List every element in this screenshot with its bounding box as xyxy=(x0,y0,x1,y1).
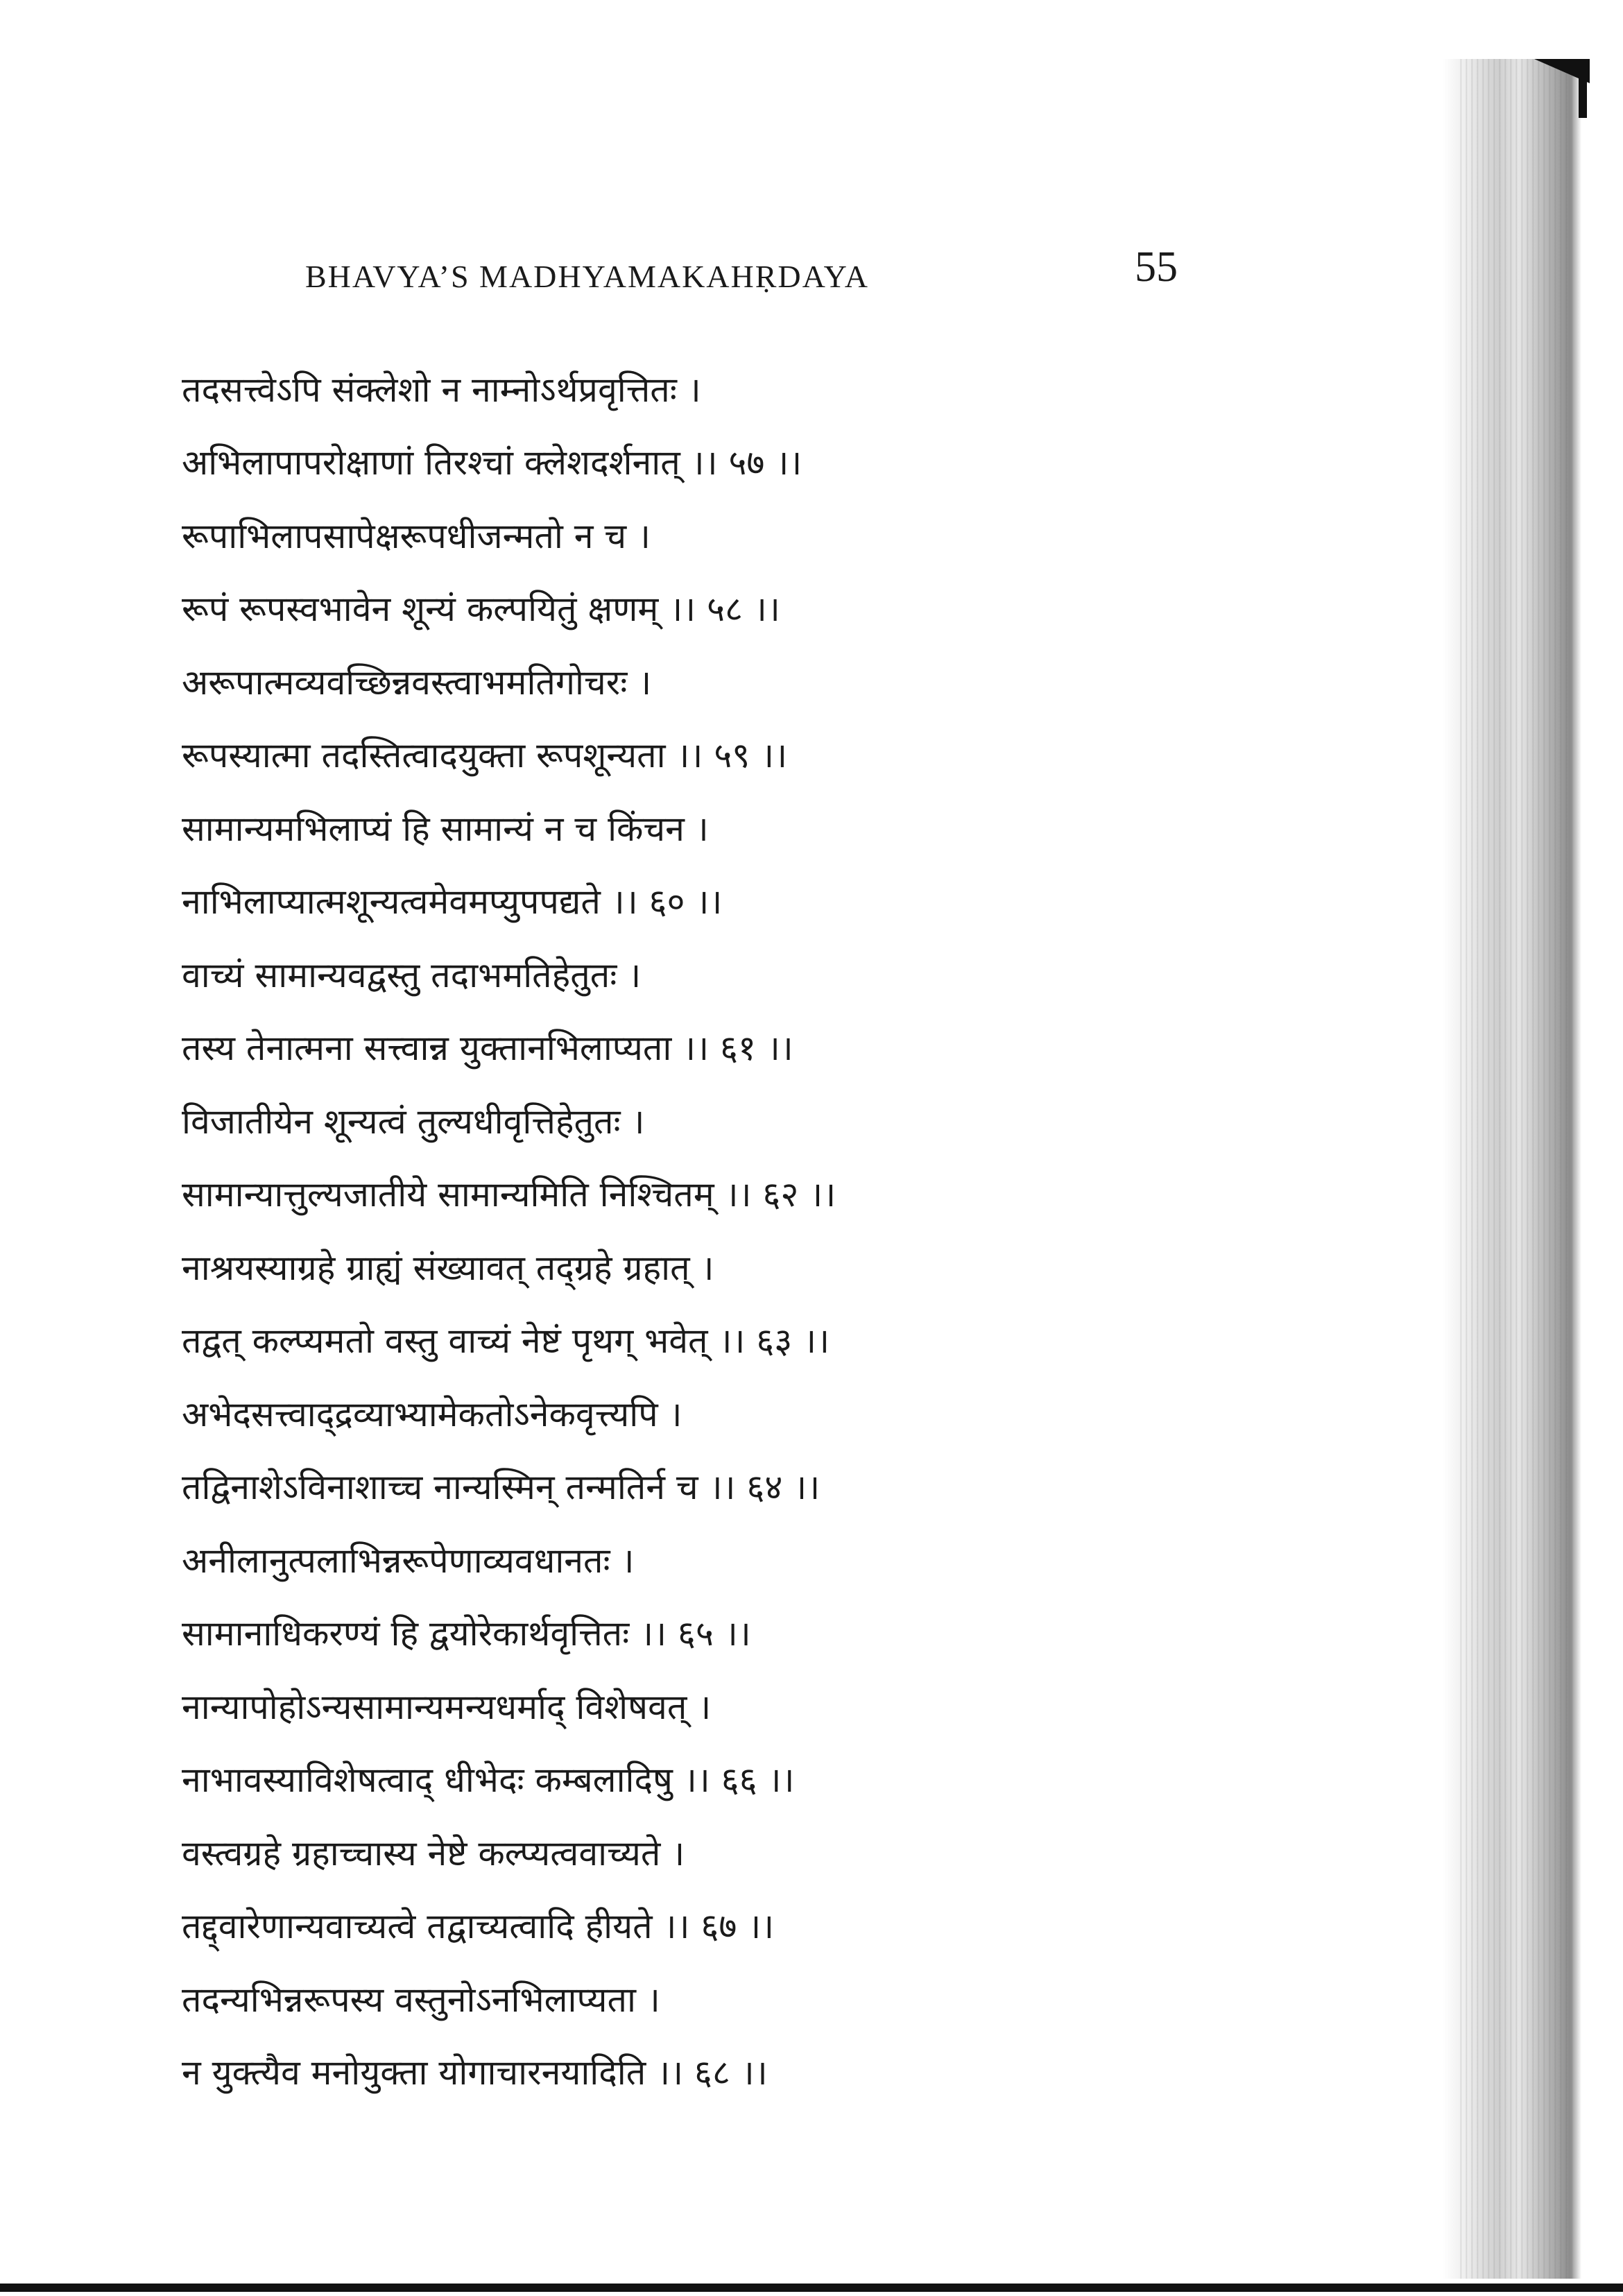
verse-line: रूपाभिलापसापेक्षरूपधीजन्मतो न च । xyxy=(182,516,651,556)
page-number: 55 xyxy=(1135,243,1178,291)
verse-line: तदन्यभिन्नरूपस्य वस्तुनोऽनभिलाप्यता । xyxy=(182,1980,660,2020)
verse-line: अभिलापापरोक्षाणां तिरश्चां क्लेशदर्शनात् ।। ५७ ।। xyxy=(182,443,802,483)
verse-line: नाभावस्याविशेषत्वाद् धीभेदः कम्बलादिषु ।। ६६ ।। xyxy=(182,1760,795,1800)
verse-line: अनीलानुत्पलाभिन्नरूपेणाव्यवधानतः । xyxy=(182,1541,635,1581)
verse-list xyxy=(182,354,1153,2110)
verse-line: न युक्त्यैव मनोयुक्ता योगाचारनयादिति ।। ६८ ।। xyxy=(182,2053,768,2093)
verse-line: नाभिलाप्यात्मशून्यत्वमेवमप्युपपद्यते ।। ६० ।। xyxy=(182,882,723,922)
verse-line: वस्त्वग्रहे ग्रहाच्चास्य नेष्टे कल्प्यत्ववाच्यते । xyxy=(182,1833,685,1874)
verse-61 xyxy=(182,939,1153,1086)
verse-line: अरूपात्मव्यवच्छिन्नवस्त्वाभमतिगोचरः । xyxy=(182,662,652,703)
verse-67 xyxy=(182,1817,1153,1964)
verse-59 xyxy=(182,646,1153,793)
verse-62 xyxy=(182,1086,1153,1232)
verse-line: सामानाधिकरण्यं हि द्वयोरेकार्थवृत्तितः ।। ६५ ।। xyxy=(182,1613,751,1654)
running-head: BHAVYA’S MADHYAMAKAHṚDAYA xyxy=(305,259,869,294)
verse-65 xyxy=(182,1525,1153,1671)
verse-63 xyxy=(182,1232,1153,1378)
verse-line: विजातीयेन शून्यत्वं तुल्यधीवृत्तिहेतुतः । xyxy=(182,1102,645,1142)
verse-line: नाश्रयस्याग्रहे ग्राह्यं संख्यावत् तद्ग्रहे ग्रहात् । xyxy=(182,1248,714,1288)
verse-line: रूपं रूपस्वभावेन शून्यं कल्पयितुं क्षणम् ।। ५८ ।। xyxy=(182,589,780,629)
page-edge-lines xyxy=(1457,59,1574,2279)
verse-64 xyxy=(182,1378,1153,1525)
verse-line: तस्य तेनात्मना सत्त्वान्न युक्तानभिलाप्यता ।। ६१ ।। xyxy=(182,1028,793,1068)
verse-line: वाच्यं सामान्यवद्वस्तु तदाभमतिहेतुतः । xyxy=(182,955,642,995)
verse-58 xyxy=(182,500,1153,646)
verse-line: तद्विनाशेऽविनाशाच्च नान्यस्मिन् तन्मतिर्न च ।। ६४ ।। xyxy=(182,1467,821,1507)
verse-line: तदसत्त्वेऽपि संक्लेशो न नाम्नोऽर्थप्रवृत्तितः । xyxy=(182,370,701,410)
scan-bottom-edge xyxy=(0,2284,1623,2292)
verse-line: सामान्यात्तुल्यजातीये सामान्यमिति निश्चितम् ।। ६२ ।। xyxy=(182,1174,836,1215)
verse-60 xyxy=(182,793,1153,939)
verse-line: नान्यापोहोऽन्यसामान्यमन्यधर्माद् विशेषवत् । xyxy=(182,1687,712,1727)
verse-66 xyxy=(182,1671,1153,1817)
verse-57 xyxy=(182,354,1153,500)
verse-line: रूपस्यात्मा तदस्तित्वादयुक्ता रूपशून्यता ।। ५९ ।। xyxy=(182,735,788,776)
verse-line: अभेदसत्त्वाद्द्रव्याभ्यामेकतोऽनेकवृत्त्यपि । xyxy=(182,1394,682,1434)
verse-line: तद्द्वारेणान्यवाच्यत्वे तद्वाच्यत्वादि हीयते ।। ६७ ।। xyxy=(182,1906,775,1946)
verse-line: सामान्यमभिलाप्यं हि सामान्यं न च किंचन । xyxy=(182,809,709,849)
verse-68 xyxy=(182,1964,1153,2110)
verse-line: तद्वत् कल्प्यमतो वस्तु वाच्यं नेष्टं पृथग् भवेत् ।। ६३ ।। xyxy=(182,1321,830,1361)
scan-corner-stem xyxy=(1579,69,1587,118)
